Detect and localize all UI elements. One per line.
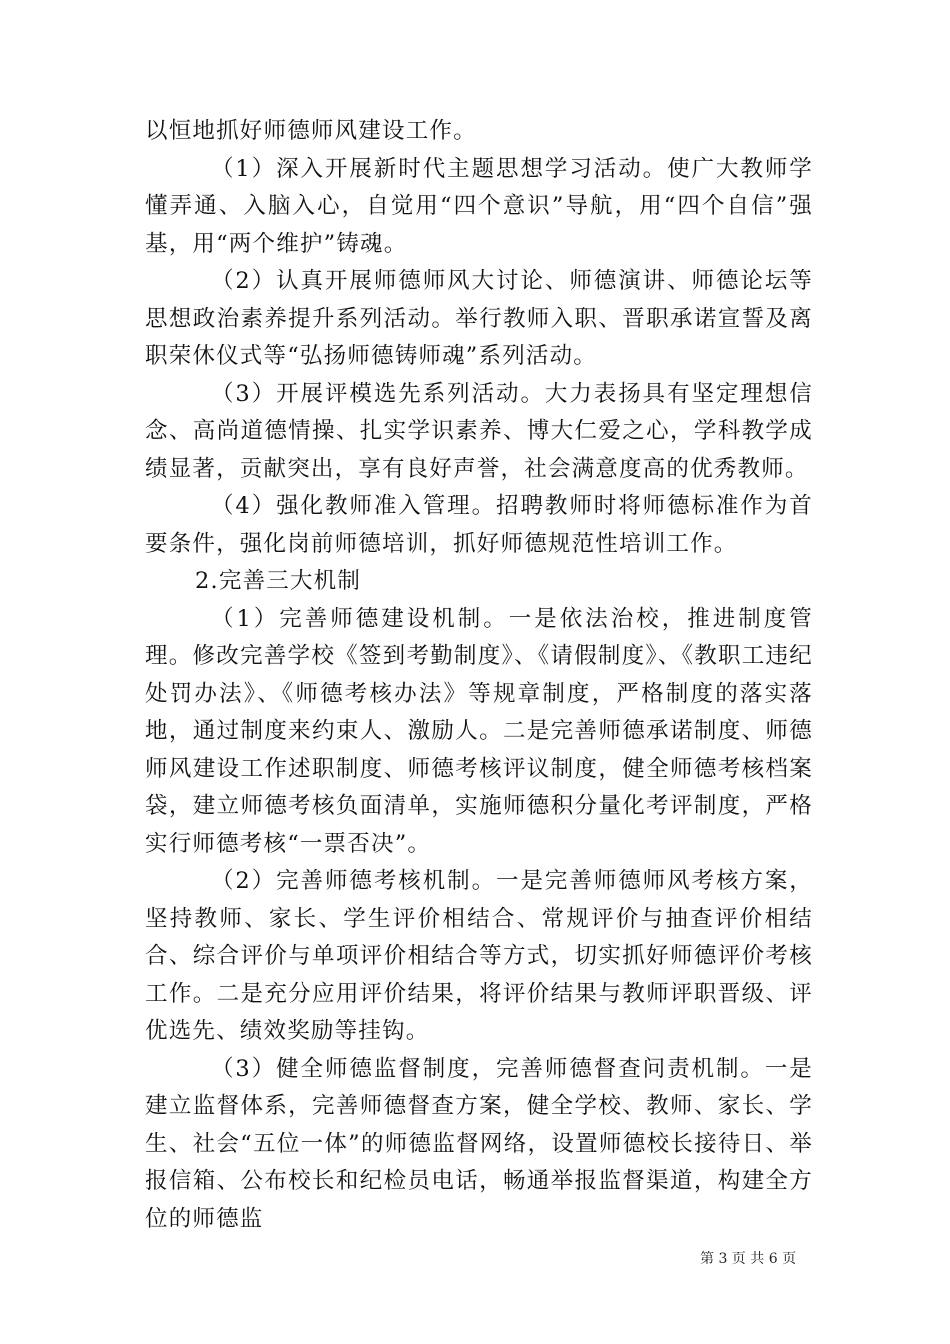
paragraph-continuation: 以恒地抓好师德师风建设工作。 (145, 118, 477, 144)
paragraph-mechanism-2: （2）完善师德考核机制。一是完善师德师风考核方案，坚持教师、家长、学生评价相结合、常规评价与抽查评价相结合、综合评价与单项评价相结合等方式，切实抓好师德评价考核工作。二是充分应用评价结果，将评价结果与教师评职晋级、评优选先、绩效奖励等挂钩。 (145, 868, 813, 1044)
paragraph-mechanism-3: （3）健全师德监督制度，完善师德督查问责机制。一是建立监督体系，完善师德督查方案，健全学校、教师、家长、学生、社会“五位一体”的师德监督网络，设置师德校长接待日、举报信箱、公布校长和纪检员电话，畅通举报监督渠道，构建全方位的师德监 (145, 1055, 813, 1232)
paragraph-item-1: （1）深入开展新时代主题思想学习活动。使广大教师学懂弄通、入脑入心，自觉用“四个意识”导航，用“四个自信”强基，用“两个维护”铸魂。 (145, 155, 813, 257)
paragraph-item-3: （3）开展评模选先系列活动。大力表扬具有坚定理想信念、高尚道德情操、扎实学识素养、博大仁爱之心，学科教学成绩显著，贡献突出，享有良好声誉，社会满意度高的优秀教师。 (145, 380, 813, 482)
page-number: 第 3 页 共 6 页 (700, 1251, 797, 1267)
paragraph-item-2: （2）认真开展师德师风大讨论、师德演讲、师德论坛等思想政治素养提升系列活动。举行教师入职、晋职承诺宣誓及离职荣休仪式等“弘扬师德铸师魂”系列活动。 (145, 268, 813, 369)
body-text (145, 113, 813, 1238)
section-heading: 2.完善三大机制 (195, 568, 362, 594)
paragraph-mechanism-1: （1）完善师德建设机制。一是依法治校，推进制度管理。修改完善学校《签到考勤制度》、《请假制度》、《教职工违纪处罚办法》、《师德考核办法》等规章制度，严格制度的落实落地，通过制度来约束人、激励人。二是完善师德承诺制度、师德师风建设工作述职制度、师德考核评议制度，健全师德考核档案袋，建立师德考核负面清单，实施师德积分量化考评制度，严格实行师德考核“一票否决”。 (145, 605, 813, 857)
paragraph-item-4: （4）强化教师准入管理。招聘教师时将师德标准作为首要条件，强化岗前师德培训，抓好师德规范性培训工作。 (145, 493, 813, 557)
